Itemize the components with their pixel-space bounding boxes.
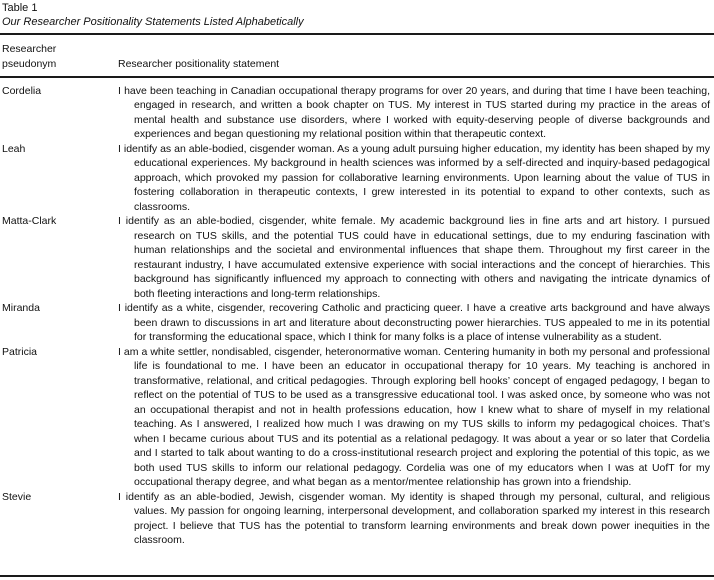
table-row — [0, 301, 714, 345]
table-row — [0, 142, 714, 215]
pseudonym-cell: Miranda — [2, 302, 40, 314]
pseudonym-cell: Patricia — [2, 345, 38, 358]
statement-cell: I identify as a white, cisgender, recovering Catholic and practicing queer. I have a creative arts background and have always been drawn to discussions in art and literature about deconstructing power hierarchies. TUS appealed to me in its potential for transforming the educational space, which I think for many folks is a place of intense vulnerability as a student. — [118, 302, 710, 343]
table-row — [0, 345, 714, 490]
statement-cell: I have been teaching in Canadian occupational therapy programs for over 20 years, and during that time I have been teaching, engaged in research, and written a book chapter on TUS. My interest in TUS started during my practice in the areas of mental health and substance use disorders, where I worked with equity-deserving people of diverse backgrounds and experiences and began questioning my relational position within that therapeutic context. — [118, 84, 710, 140]
statement-cell: I am a white settler, nondisabled, cisgender, heteronormative woman. Centering humanity in both my personal and professional life is foundational to me. I have been an educator in occupational therapy for 10 years. My teaching is anchored in transformative, relational, and critical pedagogies. Through exploring bell hooks’ concept of engaged pedagogy, I began to reflect on the potential of TUS to be used as a transgressive educational tool. I was asked once, by someone who was not an occupational therapist and not in health professions education, how I knew what to share of myself in my relational teaching. As I answered, I realized how much I was drawing on my TUS skills to inform my pedagogical choices. That’s when I became curious about TUS and its potential as a relational pedagogy. It was about a year or so later that Cordelia and I started to talk about wanting to do a cross-institutional research project and exploring the potential of this topic, as we both used TUS skills to inform our relational pedagogy. Cordelia was one of my educators when I was at UofT for my occupational therapy degree, and what began as a mentor/mentee relationship has grown into a friendship. — [118, 345, 710, 488]
pseudonym-cell: Cordelia — [2, 84, 42, 97]
statement-cell: I identify as an able-bodied, cisgender, white female. My academic background lies in fine arts and art history. I pursued research on TUS skills, and the potential TUS could have in educational settings, due to my enduring fascination with human relationships and the societal and environmental influences that shape them. Throughout my first career in the restaurant industry, I have accumulated extensive experience with social interactions and the concept of hierarchies. This background has significantly influenced my approach to connecting with others and navigating the intricate dynamics of both fleeting interactions and long-term relationships. — [118, 215, 710, 300]
pseudonym-cell: Matta-Clark — [2, 215, 57, 227]
pseudonym-cell: Stevie — [2, 490, 32, 503]
table-rule-bottom — [0, 575, 714, 578]
table-body — [0, 78, 714, 548]
table-row — [0, 84, 714, 142]
table-header-row — [0, 35, 714, 76]
statement-cell: I identify as an able-bodied, Jewish, cisgender woman. My identity is shaped through my personal, cultural, and religious values. My passion for ongoing learning, interpersonal development, and collaboration sparked my interest in this research project. I believe that TUS has the potential to transform learning environments and break down power inequities in the classroom. — [118, 490, 710, 546]
table-row — [0, 490, 714, 548]
column-header-pseudonym: Researcher pseudonym — [2, 43, 57, 70]
column-header-statement: Researcher positionality statement — [118, 57, 280, 70]
table-label: Table 1 — [2, 2, 38, 14]
table-caption: Our Researcher Positionality Statements Listed Alphabetically — [2, 16, 304, 28]
pseudonym-cell: Leah — [2, 142, 26, 155]
statement-cell: I identify as an able-bodied, cisgender woman. As a young adult pursuing higher education, my identity has been shaped by my educational experiences. My background in health sciences was informed by a self-directed and inquiry-based pedagogical approach, which provoked my passion for collaborative learning environments. Upon learning about the value of TUS in fostering collaboration in therapeutic contexts, I grew interested in its potential to expand to other contexts, such as classrooms. — [118, 142, 710, 213]
table-row — [0, 214, 714, 301]
